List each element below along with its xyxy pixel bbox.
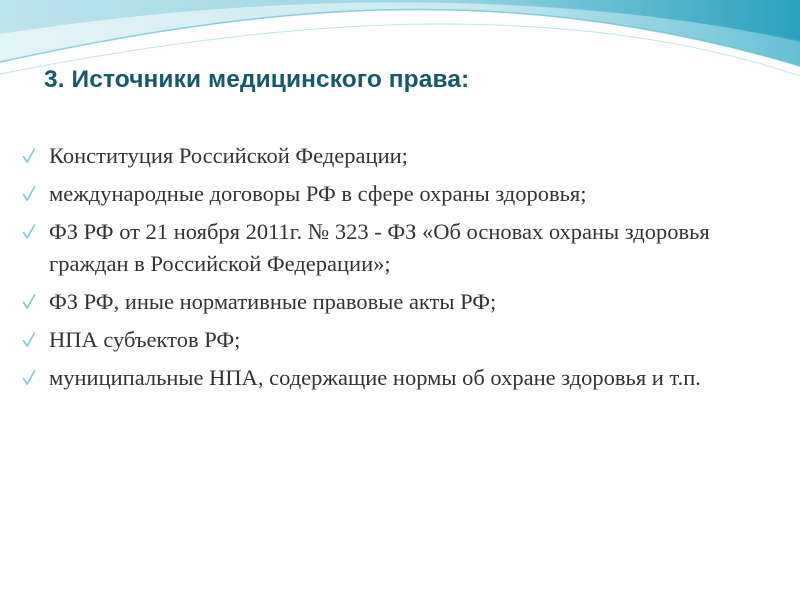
list-item-text: муниципальные НПА, содержащие нормы об охране здоровья и т.п.	[49, 365, 701, 390]
check-bullet-icon	[22, 331, 36, 349]
bullet-list	[22, 140, 782, 400]
slide-title: 3. Источники медицинского права:	[44, 66, 470, 93]
check-bullet-icon	[22, 223, 36, 241]
check-bullet-icon	[22, 369, 36, 387]
list-item	[22, 286, 782, 318]
list-item	[22, 178, 782, 210]
list-item	[22, 324, 782, 356]
check-bullet-icon	[22, 147, 36, 165]
list-item-text: Конституция Российской Федерации;	[49, 143, 408, 168]
list-item-text: международные договоры РФ в сфере охраны здоровья;	[49, 181, 587, 206]
check-bullet-icon	[22, 293, 36, 311]
list-item-text: ФЗ РФ, иные нормативные правовые акты РФ;	[49, 289, 497, 314]
list-item	[22, 362, 782, 394]
list-item	[22, 140, 782, 172]
list-item-text: НПА субъектов РФ;	[49, 327, 241, 352]
list-item-text: ФЗ РФ от 21 ноября 2011г. № 323 - ФЗ «Об основах охраны здоровья граждан в Российской Федерации»;	[49, 219, 710, 276]
check-bullet-icon	[22, 185, 36, 203]
list-item	[22, 216, 782, 280]
